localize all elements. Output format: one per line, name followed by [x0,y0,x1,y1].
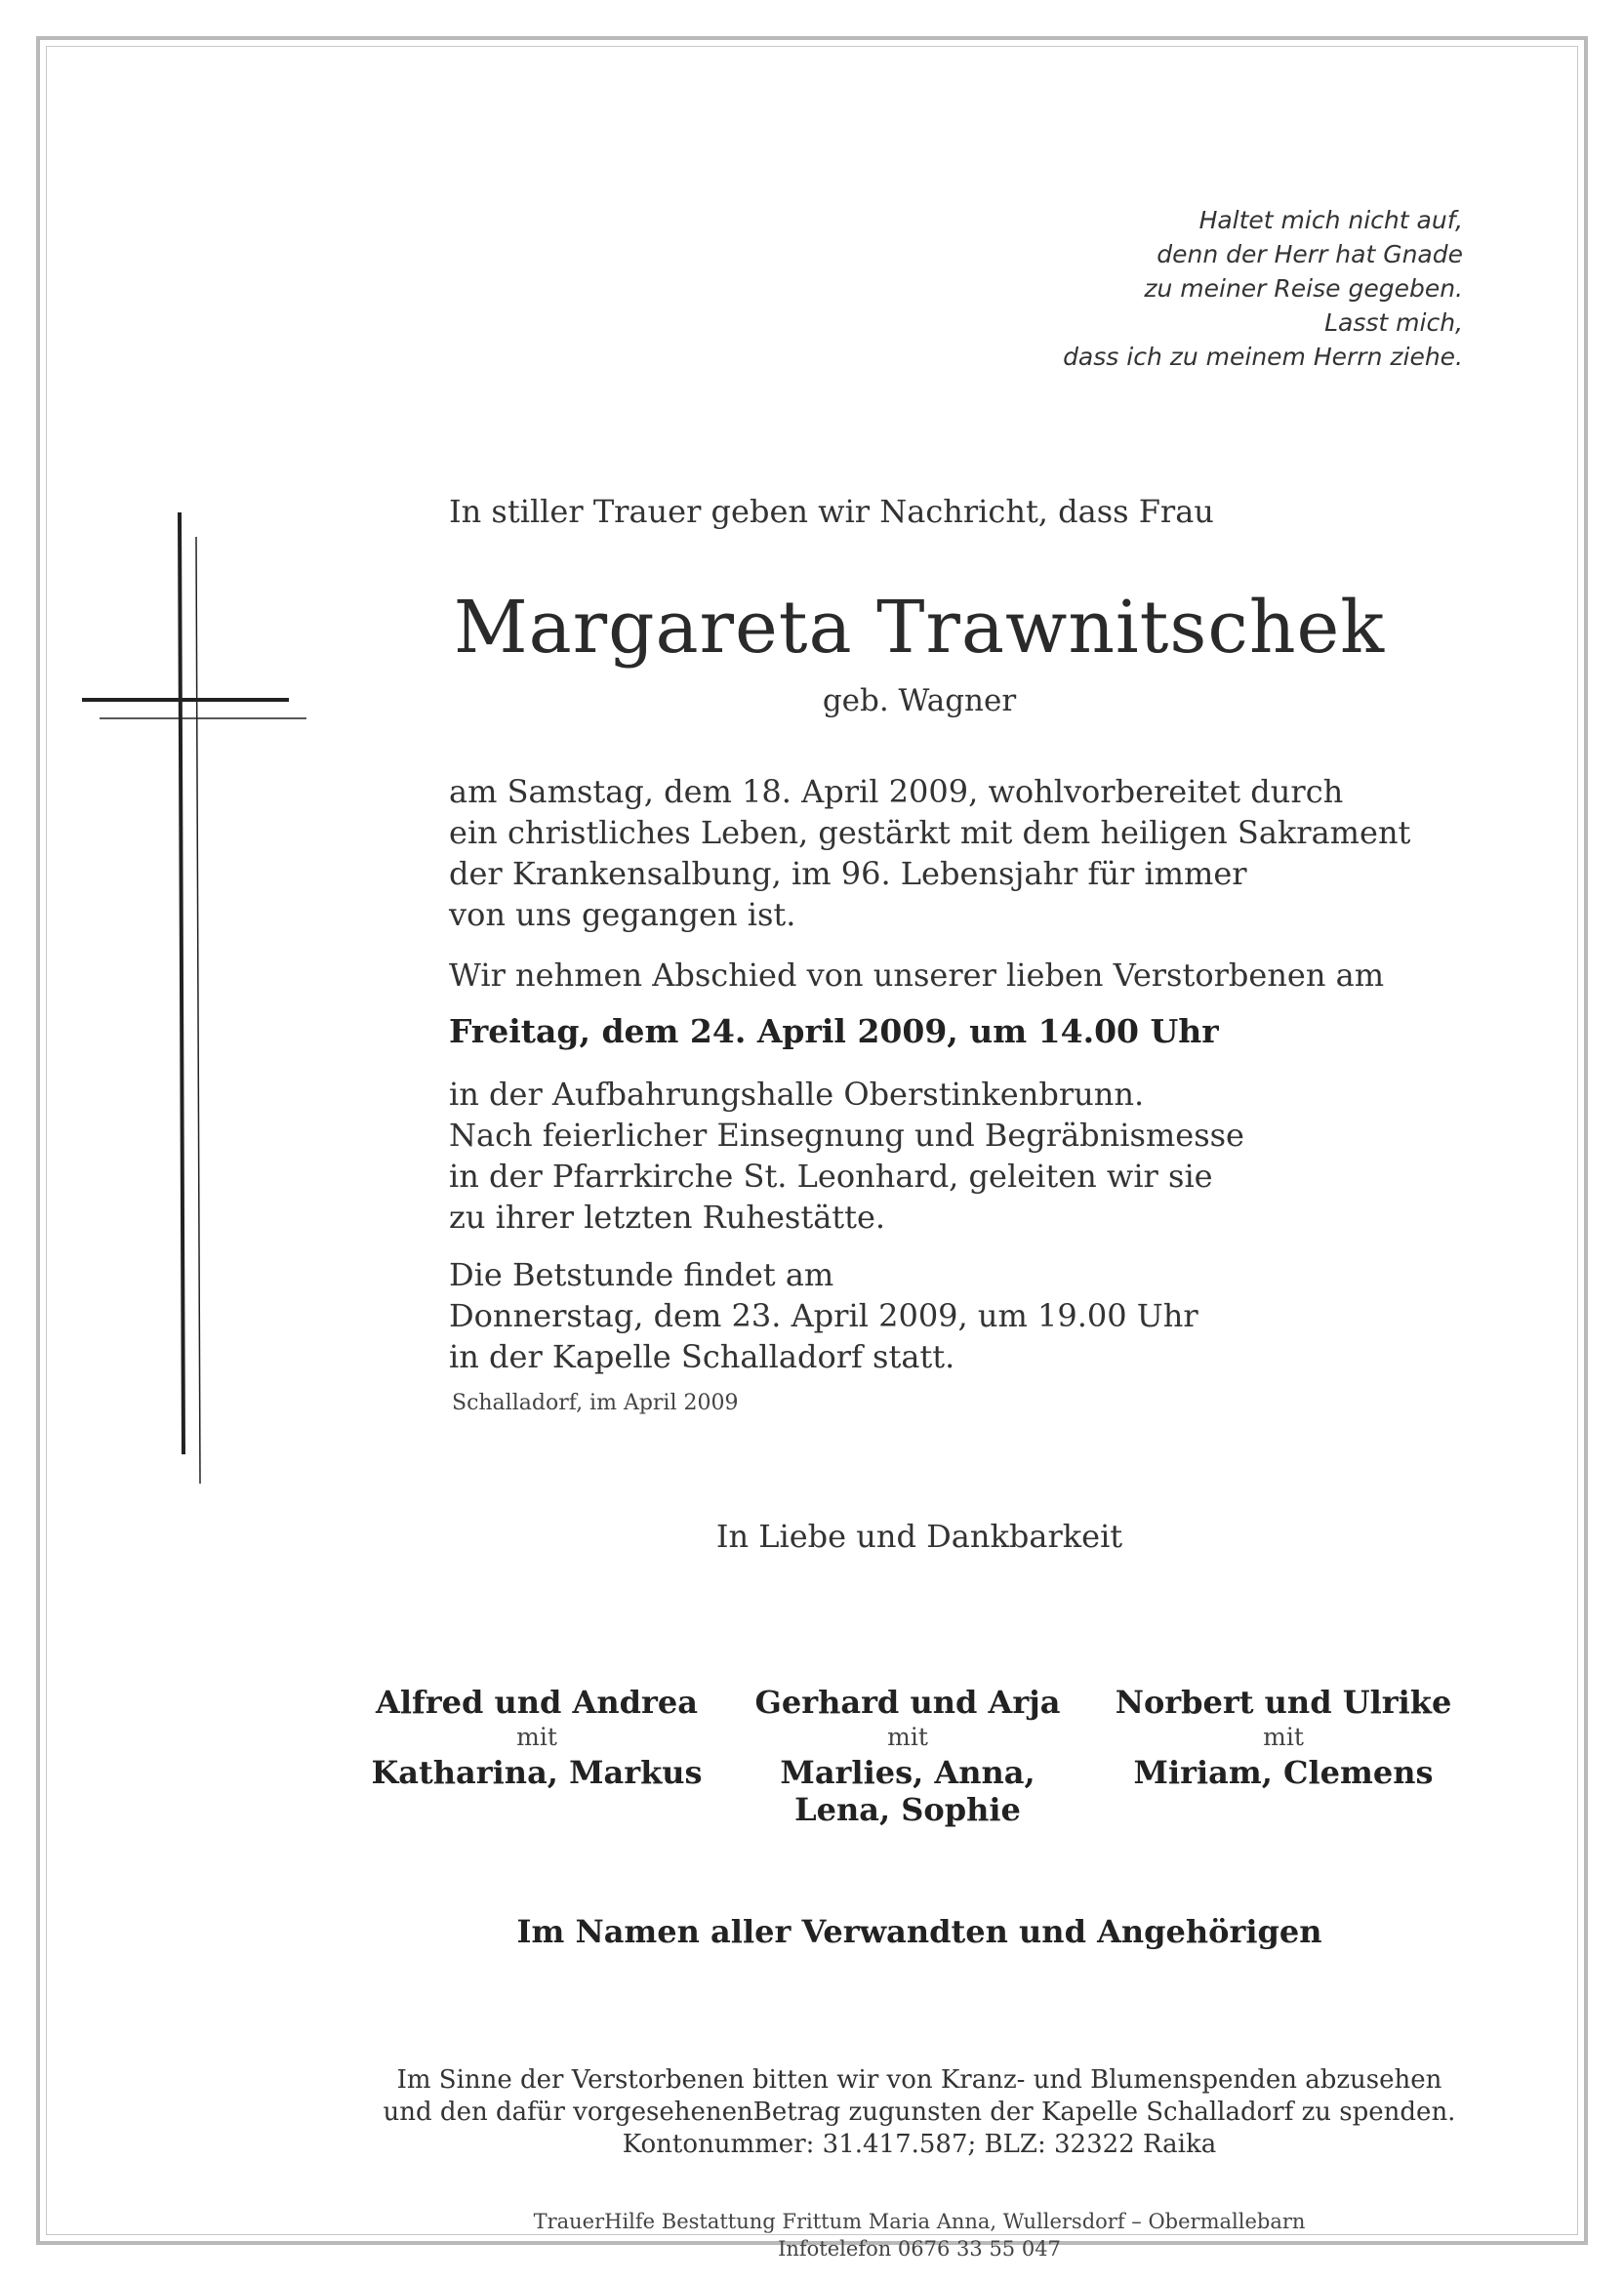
motto [1063,203,1463,374]
motto-line: Lasst mich, [1324,308,1463,337]
deceased-name: Margareta Trawnitschek [453,586,1386,670]
family-parents: Alfred und Andrea [376,1684,698,1721]
family-group [361,1684,712,1791]
passing-line: am Samstag, dem 18. April 2009, wohlvorbereitet durch [449,773,1344,810]
farewell-intro [449,955,1384,996]
passing-line: von uns gegangen ist. [449,896,796,933]
motto-line: Haltet mich nicht auf, [1198,206,1463,234]
closing-text: In Liebe und Dankbarkeit [715,1518,1123,1555]
undertaker-footer [0,2208,1624,2262]
funeral-line: in der Pfarrkirche St. Leonhard, geleiten wir sie [449,1158,1213,1195]
passing-paragraph [449,771,1410,935]
passing-line: der Krankensalbung, im 96. Lebensjahr für immer [449,855,1247,892]
relatives-line: Im Namen aller Verwandten und Angehörigen [516,1913,1322,1950]
family-group [732,1684,1083,1828]
funeral-line: zu ihrer letzten Ruhestätte. [449,1199,886,1236]
motto-line: zu meiner Reise gegeben. [1144,274,1463,303]
family-children: Lena, Sophie [794,1791,1021,1828]
funeral-details [449,1074,1244,1238]
footer-line: TrauerHilfe Bestattung Frittum Maria Anna, Wullersdorf – Obermallebarn [533,2210,1306,2233]
family-mit: mit [887,1723,928,1751]
family-group [1108,1684,1459,1791]
footer-line: Infotelefon 0676 33 55 047 [778,2237,1061,2261]
donation-request [0,2064,1624,2161]
prayer-hour [449,1254,1198,1377]
family-children: Marlies, Anna, [780,1754,1035,1791]
intro-text: In stiller Trauer geben wir Nachricht, dass Frau [449,493,1214,530]
family-mit: mit [1263,1723,1304,1751]
family-children: Katharina, Markus [371,1754,703,1791]
family-parents: Norbert und Ulrike [1115,1684,1452,1721]
family-parents: Gerhard und Arja [754,1684,1061,1721]
motto-line: dass ich zu meinem Herrn ziehe. [1063,343,1463,371]
prayer-line: in der Kapelle Schalladorf statt. [449,1338,955,1375]
funeral-date: Freitag, dem 24. April 2009, um 14.00 Uhr [449,1012,1219,1050]
funeral-line: Nach feierlicher Einsegnung und Begräbnismesse [449,1117,1244,1154]
prayer-line: Die Betstunde findet am [449,1256,834,1293]
maiden-name: geb. Wagner [822,683,1017,718]
request-line: Im Sinne der Verstorbenen bitten wir von Kranz- und Blumenspenden abzusehen [396,2065,1442,2095]
passing-line: ein christliches Leben, gestärkt mit dem heiligen Sakrament [449,814,1411,851]
family-children: Miriam, Clemens [1133,1754,1434,1791]
request-line: Kontonummer: 31.417.587; BLZ: 32322 Raika [622,2130,1217,2159]
place-date: Schalladorf, im April 2009 [452,1391,739,1415]
funeral-line: in der Aufbahrungshalle Oberstinkenbrunn. [449,1076,1145,1113]
farewell-line: Wir nehmen Abschied von unserer lieben Verstorbenen am [449,957,1385,994]
request-line: und den dafür vorgesehenenBetrag zugunsten der Kapelle Schalladorf zu spenden. [383,2098,1456,2127]
family-mit: mit [516,1723,557,1751]
motto-line: denn der Herr hat Gnade [1157,240,1463,268]
prayer-line: Donnerstag, dem 23. April 2009, um 19.00 Uhr [449,1297,1198,1334]
